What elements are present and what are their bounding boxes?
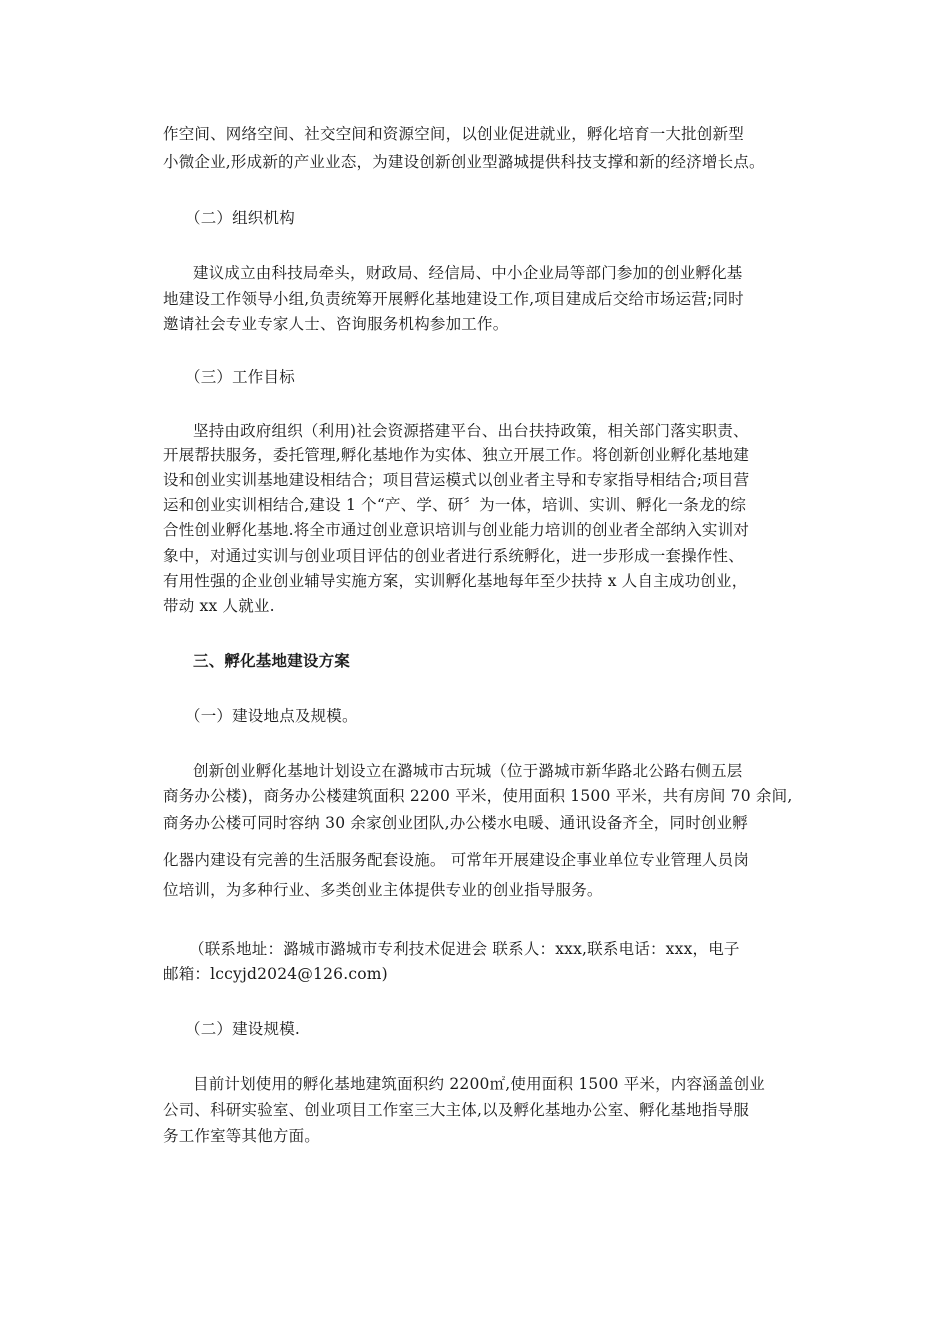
text-line: 化器内建设有完善的生活服务配套设施。 可常年开展建设企事业单位专业管理人员岗 (163, 851, 750, 869)
text-line: 创新创业孵化基地计划设立在潞城市古玩城（位于潞城市新华路北公路右侧五层 (193, 762, 743, 780)
section-subheading: （二）组织机构 (185, 209, 295, 227)
text-line: 位培训，为多种行业、多类创业主体提供专业的创业指导服务。 (163, 881, 603, 899)
text-line: 地建设工作领导小组,负责统筹开展孵化基地建设工作,项目建成后交给市场运营;同时 (163, 290, 744, 308)
contact-line: （联系地址：潞城市潞城市专利技术促进会 联系人：xxx,联系电话：xxx，电子 (189, 940, 740, 958)
contact-email-line: 邮箱：lccyjd2024@126.com) (163, 965, 388, 983)
text-line: 商务办公楼)，商务办公楼建筑面积 2200 平米，使用面积 1500 平米，共有房间 70 余间, (163, 787, 793, 805)
text-line: 带动 xx 人就业. (163, 597, 275, 615)
text-line: 商务办公楼可同时容纳 30 余家创业团队,办公楼水电暖、通讯设备齐全，同时创业孵 (163, 814, 749, 832)
text-line: 小微企业,形成新的产业业态，为建设创新创业型潞城提供科技支撑和新的经济增长点。 (163, 153, 765, 171)
text-line: 公司、科研实验室、创业项目工作室三大主体,以及孵化基地办公室、孵化基地指导服 (163, 1101, 750, 1119)
section-subheading: （三）工作目标 (185, 368, 295, 386)
text-line: 合性创业孵化基地.将全市通过创业意识培训与创业能力培训的创业者全部纳入实训对 (163, 521, 750, 539)
text-line: 建议成立由科技局牵头，财政局、经信局、中小企业局等部门参加的创业孵化基 (193, 264, 743, 282)
text-line: 有用性强的企业创业辅导实施方案，实训孵化基地每年至少扶持 x 人自主成功创业， (163, 572, 748, 590)
text-line: 作空间、网络空间、社交空间和资源空间，以创业促进就业，孵化培育一大批创新型 (163, 125, 744, 143)
text-line: 运和创业实训相结合,建设 1 个“产、学、研〞为一体，培训、实训、孵化一条龙的综 (163, 496, 747, 514)
section-subheading: （一）建设地点及规模。 (185, 707, 358, 725)
text-line: 务工作室等其他方面。 (163, 1127, 321, 1145)
text-line: 邀请社会专业专家人士、咨询服务机构参加工作。 (163, 315, 509, 333)
text-line: 象中，对通过实训与创业项目评估的创业者进行系统孵化，进一步形成一套操作性、 (163, 547, 744, 565)
section-subheading: （二）建设规模. (185, 1020, 301, 1038)
text-line: 开展帮扶服务，委托管理,孵化基地作为实体、独立开展工作。将创新创业孵化基地建 (163, 446, 750, 464)
text-line: 目前计划使用的孵化基地建筑面积约 2200㎡,使用面积 1500 平米，内容涵盖创业 (193, 1075, 766, 1093)
text-line: 设和创业实训基地建设相结合；项目营运模式以创业者主导和专家指导相结合;项目营 (163, 471, 750, 489)
text-line: 坚持由政府组织（利用)社会资源搭建平台、出台扶持政策，相关部门落实职责、 (193, 422, 749, 440)
section-heading: 三、孵化基地建设方案 (193, 652, 351, 670)
